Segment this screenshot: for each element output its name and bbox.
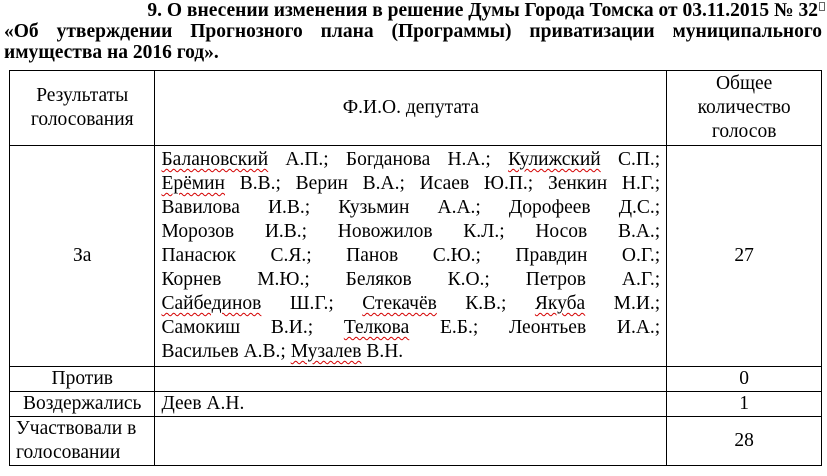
heading-line-3: имущества на 2016 год». — [4, 42, 219, 63]
deputy-names-text: Васильев А.В.; — [161, 341, 291, 362]
deputy-list-line — [161, 340, 660, 364]
deputy-list-line — [161, 244, 660, 268]
deputy-names-text: Корнев М.Ю.; Беляков К.О.; Петров А.Г.; — [161, 269, 661, 290]
header-deputy: Ф.И.О. депутата — [155, 71, 667, 146]
deputy-list-line — [161, 316, 660, 340]
header-results: Результаты голосования — [10, 71, 155, 146]
heading-line-2: «Об утверждении Прогнозного плана (Программы) приватизации муниципального — [4, 21, 822, 42]
deputy-surname: Якуба — [534, 293, 586, 314]
deputy-list-line — [161, 268, 660, 292]
deputy-list-for — [155, 146, 667, 367]
count-against: 0 — [667, 367, 822, 392]
deputy-names-text: Самокиш В.И.; — [161, 317, 344, 338]
table-row-for — [10, 146, 822, 367]
row-label-abstained: Воздержались — [10, 392, 155, 417]
deputy-names-text: В.Н. — [361, 341, 404, 362]
deputy-surname: Кулижский — [508, 149, 601, 170]
table-row-abstained — [10, 392, 822, 417]
deputy-list-line — [161, 292, 660, 316]
row-label-for: За — [10, 146, 155, 367]
deputy-surname: Музалев — [290, 341, 362, 362]
deputy-list-abstained: Деев А.Н. — [155, 392, 667, 417]
deputy-list-line — [161, 148, 660, 172]
deputy-names-text: С.П.; — [600, 149, 661, 170]
section-heading — [4, 0, 822, 63]
table-row-participated — [10, 417, 822, 466]
count-participated: 28 — [667, 417, 822, 466]
deputy-names-text: М.И.; — [585, 293, 661, 314]
deputy-names-text: А.П.; Богданова Н.А.; — [268, 149, 509, 170]
deputy-names-text: Е.Б.; Леонтьев И.А.; — [409, 317, 661, 338]
count-for: 27 — [667, 146, 822, 367]
table-header-row — [10, 71, 822, 146]
deputy-names-text: Вавилова И.В.; Кузьмин А.А.; Дорофеев Д.С.; — [161, 197, 661, 218]
deputy-surname: Стекачёв — [362, 293, 437, 314]
deputy-names-text: Панасюк С.Я.; Панов С.Ю.; Правдин О.Г.; — [161, 245, 661, 266]
deputy-list-against — [155, 367, 667, 392]
deputy-surname: Ерёмин — [161, 173, 225, 194]
deputy-names-text: К.В.; — [436, 293, 535, 314]
deputy-list-participated — [155, 417, 667, 466]
heading-line-1: 9. О внесении изменения в решение Думы Города Томска от 03.11.2015 № 32 — [147, 0, 818, 21]
deputy-names-text: Морозов И.В.; Новожилов К.Л.; Носов В.А.; — [161, 221, 661, 242]
voting-results-table — [9, 70, 822, 466]
header-total: Общее количество голосов — [667, 71, 822, 146]
deputy-names-text: Ш.Г.; — [261, 293, 363, 314]
row-label-against: Против — [10, 367, 155, 392]
deputy-names-text: В.В.; Верин В.А.; Исаев Ю.П.; Зенкин Н.Г.; — [225, 173, 661, 194]
deputy-surname: Сайбединов — [161, 293, 262, 314]
deputy-list-line — [161, 196, 660, 220]
table-row-against — [10, 367, 822, 392]
deputy-surname: Телкова — [343, 317, 410, 338]
count-abstained: 1 — [667, 392, 822, 417]
deputy-list-line — [161, 172, 660, 196]
row-label-participated: Участвовали в голосовании — [10, 417, 155, 466]
deputy-surname: Балановский — [161, 149, 269, 170]
deputy-list-line — [161, 220, 660, 244]
paragraph-anchor-icon — [819, 2, 825, 11]
